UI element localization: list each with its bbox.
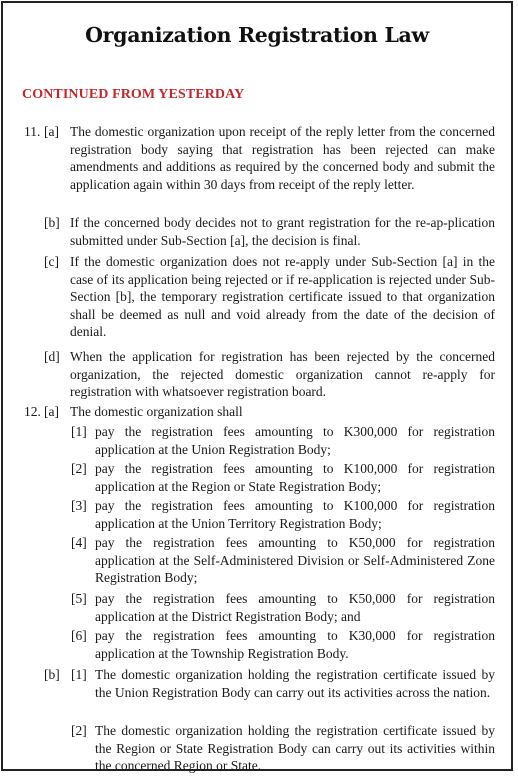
section-11-number: 11. [24, 124, 41, 139]
section-12a1-label: [1] [71, 424, 87, 439]
section-12a2-label: [2] [71, 461, 87, 476]
continued-label: CONTINUED FROM YESTERDAY [22, 87, 245, 102]
section-11c-text: If the domestic organization does not re-apply under Sub-Section [a] in the case of its application being rejected or if re-application is rejected under Sub-Section [b], the temporary registration certificate issued to that organization shall be deemed as null and void already from the date of the decision of denial. [70, 254, 495, 340]
section-11b-label: [b] [44, 215, 60, 230]
section-12a2-text: pay the registration fees amounting to K100,000 for registration application at the Region or State Registration Body; [95, 461, 495, 494]
section-12a4-text: pay the registration fees amounting to K50,000 for registration application at the Self-Administered Division or Self-Administered Zone Registration Body; [95, 535, 495, 586]
section-12a5-text: pay the registration fees amounting to K50,000 for registration application at the District Registration Body; and [95, 591, 495, 624]
section-12a-label: [a] [44, 404, 59, 419]
section-12a3-label: [3] [71, 498, 87, 513]
section-11d-text: When the application for registration has been rejected by the concerned organization, the rejected domestic organization cannot re-apply for registration with whatsoever registration board. [70, 349, 495, 400]
section-12-number: 12. [24, 404, 41, 419]
section-12b-label: [b] [44, 667, 60, 682]
section-12a6-label: [6] [71, 628, 87, 643]
article-frame [1, 1, 513, 774]
section-12a6-text: pay the registration fees amounting to K30,000 for registration application at the Township Registration Body. [95, 628, 495, 661]
section-12b1-label: [1] [71, 667, 87, 682]
section-12a5-label: [5] [71, 591, 87, 606]
section-11a-label: [a] [44, 124, 59, 139]
section-12a3-text: pay the registration fees amounting to K100,000 for registration application at the Union Territory Registration Body; [95, 498, 495, 531]
section-11b-text: If the concerned body decides not to grant registration for the re-ap-plication submitted under Sub-Section [a], the decision is final. [70, 215, 495, 248]
section-12b2-label: [2] [71, 723, 87, 738]
page-title: Organization Registration Law [85, 23, 429, 47]
section-12a-intro: The domestic organization shall [70, 404, 243, 419]
section-12a4-label: [4] [71, 535, 87, 550]
section-11d-label: [d] [44, 349, 60, 364]
section-11c-label: [c] [44, 254, 59, 269]
section-12b2-text: The domestic organization holding the registration certificate issued by the Region or State Registration Body can carry out its activities within the concerned Region or State. [95, 723, 495, 774]
section-11a-text: The domestic organization upon receipt of the reply letter from the concerned registration body saying that registration has been rejected can make amendments and additions as required by the concerned body and submit the application again within 30 days from receipt of the reply letter. [70, 124, 495, 192]
section-12b1-text: The domestic organization holding the registration certificate issued by the Union Registration Body can carry out its activities across the nation. [95, 667, 495, 700]
section-12a1-text: pay the registration fees amounting to K300,000 for registration application at the Union Registration Body; [95, 424, 495, 457]
